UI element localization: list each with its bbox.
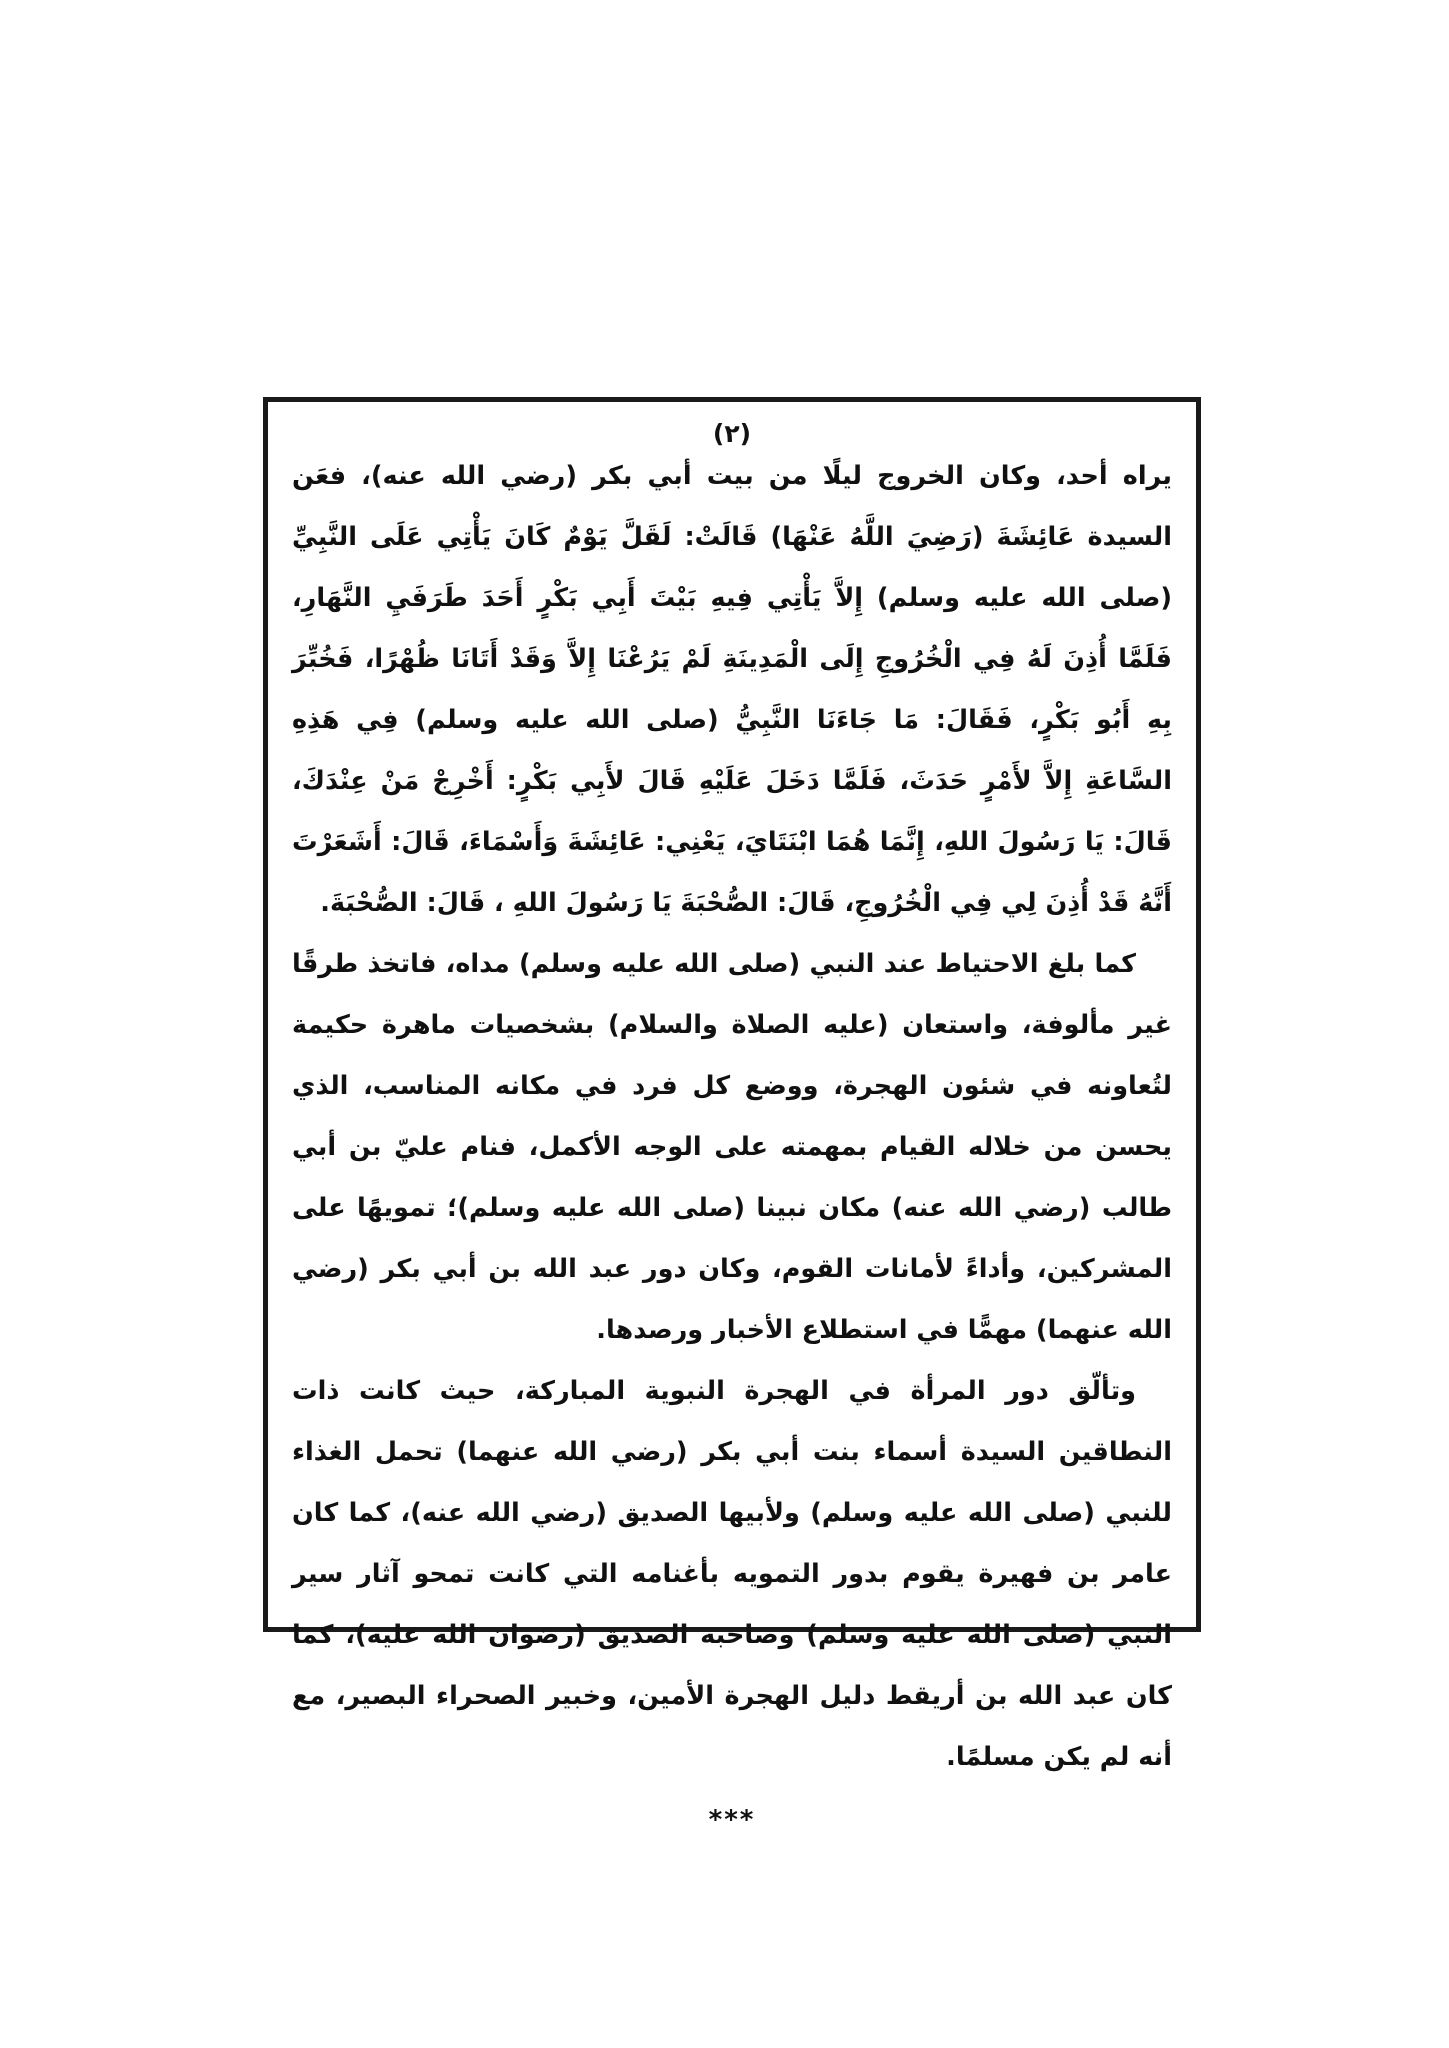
paragraph-3: وتألّق دور المرأة في الهجرة النبوية المباركة، حيث كانت ذات النطاقين السيدة أسماء بنت أبي بكر (رضي الله عنهما) تحمل الغذاء للنبي (صلى الله عليه وسلم) ولأبيها الصديق (رضي الله عنه)، كما كان عامر بن فهيرة يقوم بدور التمويه بأغنامه التي كانت تمحو آثار سير النبي (صلى الله عليه وسلم) وصاحبه الصديق (رضوان الله عليه)، كما كان عبد الله بن أريقط دليل الهجرة الأمين، وخبير الصحراء البصير، مع أنه لم يكن مسلمًا. [292, 1376, 1172, 1772]
text-frame [263, 397, 1201, 1835]
page-number: (٢) [712, 419, 752, 448]
paragraph-1: يراه أحد، وكان الخروج ليلًا من بيت أبي بكر (رضي الله عنه)، فعَن السيدة عَائِشَةَ (رَضِيَ اللَّهُ عَنْهَا) قَالَتْ: لَقَلَّ يَوْمٌ كَانَ يَأْتِي عَلَى النَّبِيِّ (صلى الله عليه وسلم) إِلاَّ يَأْتِي فِيهِ بَيْتَ أَبِي بَكْرٍ أَحَدَ طَرَفَيِ النَّهَارِ، فَلَمَّا أُذِنَ لَهُ فِي الْخُرُوجِ إِلَى الْمَدِينَةِ لَمْ يَرُعْنَا إِلاَّ وَقَدْ أَتَانَا ظُهْرًا، فَخُبِّرَ بِهِ أَبُو بَكْرٍ، فَقَالَ: مَا جَاءَنَا النَّبِيُّ (صلى الله عليه وسلم) فِي هَذِهِ السَّاعَةِ إِلاَّ لأَمْرٍ حَدَثَ، فَلَمَّا دَخَلَ عَلَيْهِ قَالَ لأَبِي بَكْرٍ: أَخْرِجْ مَنْ عِنْدَكَ، قَالَ: يَا رَسُولَ اللهِ، إِنَّمَا هُمَا ابْنَتَايَ، يَعْنِي: عَائِشَةَ وَأَسْمَاءَ، قَالَ: أَشَعَرْتَ أَنَّهُ قَدْ أُذِنَ لِي فِي الْخُرُوجِ، قَالَ: الصُّحْبَةَ يَا رَسُولَ اللهِ ، قَالَ: الصُّحْبَةَ. [292, 461, 1172, 918]
section-separator: *** [708, 1805, 756, 1835]
paragraph-2: كما بلغ الاحتياط عند النبي (صلى الله عليه وسلم) مداه، فاتخذ طرقًا غير مألوفة، واستعان (عليه الصلاة والسلام) بشخصيات ماهرة حكيمة لتُعاونه في شئون الهجرة، ووضع كل فرد في مكانه المناسب، الذي يحسن من خلاله القيام بمهمته على الوجه الأكمل، فنام عليّ بن أبي طالب (رضي الله عنه) مكان نبينا (صلى الله عليه وسلم)؛ تمويهًا على المشركين، وأداءً لأمانات القوم، وكان دور عبد الله بن أبي بكر (رضي الله عنهما) مهمًّا في استطلاع الأخبار ورصدها. [292, 949, 1172, 1345]
